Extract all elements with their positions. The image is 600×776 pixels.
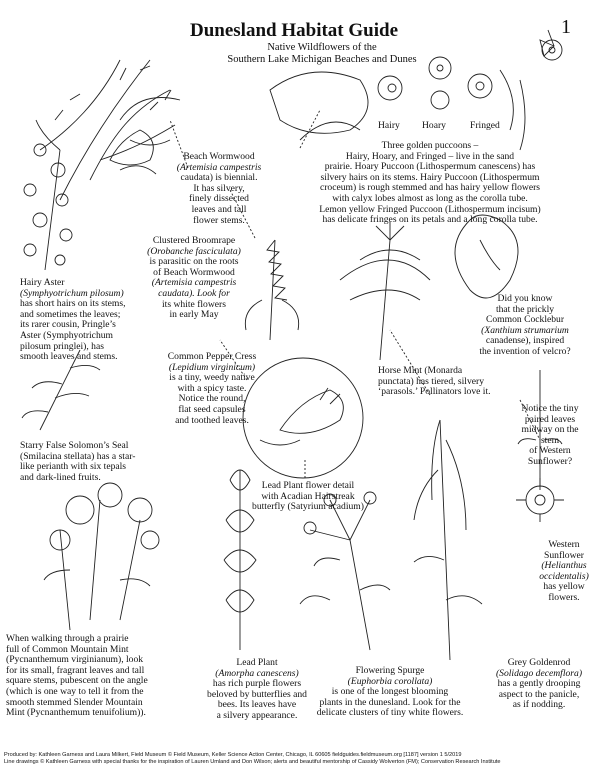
broomrape-drawing xyxy=(110,130,156,174)
subtitle-line: Native Wildflowers of the xyxy=(267,42,377,53)
text-line: with Acadian Hairstreak xyxy=(261,490,355,502)
text-line: is one of the longest blooming xyxy=(331,686,449,698)
lead-plant-detail-text xyxy=(248,481,368,513)
text-line: canadense), inspired xyxy=(485,335,565,347)
text-line: aspect to the panicle, xyxy=(498,688,580,700)
text-line: flowers. xyxy=(548,591,580,603)
text-line: its white flowers xyxy=(162,298,226,310)
text-line: (Helianthus xyxy=(541,560,587,572)
text-line: with a spicy taste. xyxy=(177,382,247,394)
text-line: caudata) is biennial. xyxy=(180,172,258,184)
text-line: Horse Mint (Monarda xyxy=(378,365,463,376)
text-line: occidentalis) xyxy=(539,570,589,582)
text-line: ‘parasols.’ Pollinators love it. xyxy=(378,386,491,398)
text-line: punctata) has tiered, silvery xyxy=(378,375,485,387)
cocklebur-drawing xyxy=(455,215,518,298)
text-line: Common Pepper Cress xyxy=(167,351,257,362)
text-line: Starry False Solomon’s Seal xyxy=(20,440,129,451)
text-line: Notice the tiny xyxy=(521,403,579,414)
text-line: flower stems. xyxy=(193,214,245,226)
mountain-mint-text xyxy=(6,634,206,719)
text-line: bees. Its leaves have xyxy=(217,699,297,711)
horse-mint-drawing xyxy=(340,222,430,360)
text-line: Notice the round, xyxy=(178,393,246,405)
text-line: Beach Wormwood xyxy=(183,151,255,162)
text-line: with calyx lobes almost as long as the corolla tube. xyxy=(332,192,528,204)
text-line: It has silvery, xyxy=(193,182,245,194)
text-line: silvery hairs on its stems. Hairy Puccoon (Lithospermum xyxy=(320,171,540,183)
label-hairy: Hairy xyxy=(378,120,400,131)
beach-wormwood-text xyxy=(160,152,278,226)
text-line: Hairy, Hoary, and Fringed – live in the sand xyxy=(345,150,515,162)
credits-line: Line drawings © Kathleen Garness with special thanks for the inspiration of Lauren Umland and Don Wilson; alerts and beautiful mentorship of Cassidy Wolverton (FM); Conservation Research Institute xyxy=(4,759,501,766)
text-line: has rich purple flowers xyxy=(212,678,302,690)
text-line: its rarer cousin, Pringle’s xyxy=(20,319,116,331)
text-line: (Smilacina stellata) has a star- xyxy=(20,450,136,462)
hairy-aster-text xyxy=(20,278,160,363)
flowering-spurge-drawing xyxy=(300,492,390,650)
beach-wormwood-drawing xyxy=(40,60,180,200)
text-line: paired leaves xyxy=(524,413,576,425)
text-line: that the prickly xyxy=(495,303,555,315)
text-line: for its small, fragrant leaves and tall xyxy=(6,664,145,676)
page-subtitle xyxy=(222,42,422,66)
horse-mint-text xyxy=(378,366,528,398)
text-line: stem xyxy=(540,434,560,446)
page-title: Dunesland Habitat Guide xyxy=(190,20,398,41)
text-line: Three golden puccoons – xyxy=(381,140,479,151)
text-line: Flowering Spurge xyxy=(355,665,425,676)
text-line: plants in the dunesland. Look for the xyxy=(319,696,461,708)
credits-line: Produced by: Kathleen Garness and Laura Milkert, Field Museum © Field Museum, Keller Science Action Center, Chicago, IL 60605 fieldguides.fieldmuseum.org [1187] version 1 5/2019 xyxy=(4,752,462,758)
solomons-seal-text xyxy=(20,441,180,483)
text-line: leaves and tall xyxy=(191,203,247,215)
text-line: has delicate fringes on its petals and a long corolla tube. xyxy=(322,214,538,226)
text-line: has short hairs on its stems, xyxy=(20,298,126,310)
text-line: smooth leaves and stems. xyxy=(20,351,118,363)
credits-footer xyxy=(4,752,596,767)
text-line: prairie. Hoary Puccoon (Lithospermum canescens) has xyxy=(324,161,536,173)
goldenrod-text xyxy=(484,658,594,711)
text-line: pilosum pringlei), has xyxy=(20,340,104,352)
text-line: is a tiny, weedy native xyxy=(169,372,255,384)
pepper-cress-text xyxy=(148,352,276,426)
text-line: flat seed capsules xyxy=(178,403,246,415)
text-line: croceum) is rough stemmed and has hairy yellow flowers xyxy=(319,182,541,194)
text-line: (Artemisia campestris xyxy=(176,161,262,173)
label-hoary: Hoary xyxy=(422,120,446,131)
text-line: (Artemisia campestris xyxy=(151,277,237,289)
page-number: 1 xyxy=(561,16,571,38)
text-line: like perianth with six tepals xyxy=(20,461,127,473)
text-line: (Euphorbia corollata) xyxy=(347,675,433,687)
text-line: (Symphyotrichum pilosum) xyxy=(20,287,124,299)
text-line: (Amorpha canescens) xyxy=(215,667,299,679)
text-line: square stems, pubescent on the angle xyxy=(6,675,148,687)
text-line: Hairy Aster xyxy=(20,277,65,288)
text-line: the invention of velcro? xyxy=(479,345,571,357)
text-line: Mint (Pycnanthemum tenuifolium)). xyxy=(6,707,146,719)
label-fringed: Fringed xyxy=(470,120,500,131)
text-line: finely dissected xyxy=(189,193,249,205)
text-line: midway on the xyxy=(521,424,579,436)
text-line: (Orobanche fasciculata) xyxy=(147,245,241,257)
subtitle-line: Southern Lake Michigan Beaches and Dunes xyxy=(227,54,417,65)
western-sunflower-text xyxy=(530,540,598,604)
text-line: has yellow xyxy=(543,581,585,593)
text-line: (Solidago decemflora) xyxy=(495,667,583,679)
mountain-mint-drawing xyxy=(44,483,159,630)
text-line: of Beach Wormwood xyxy=(153,266,235,278)
text-line: has a gently drooping xyxy=(497,678,581,690)
text-line: butterfly (Satyrium acadium) xyxy=(252,501,364,513)
text-line: Aster (Symphyotrichum xyxy=(20,329,113,341)
text-line: Common Cocklebur xyxy=(485,314,565,326)
text-line: a silvery appearance. xyxy=(216,709,298,721)
text-line: of Western xyxy=(529,445,571,457)
text-line: Clustered Broomrape xyxy=(152,235,236,246)
text-line: beloved by butterflies and xyxy=(207,688,307,700)
text-line: and toothed leaves. xyxy=(175,414,249,426)
flowering-spurge-text xyxy=(296,666,484,719)
text-line: in early May xyxy=(169,309,219,321)
goldenrod-drawing xyxy=(414,420,482,660)
text-line: (Xanthium strumarium xyxy=(481,324,569,336)
text-line: (Lepidium virginicum) xyxy=(168,361,256,373)
text-line: Lemon yellow Fringed Puccoon (Lithospermum incisum) xyxy=(319,203,541,215)
text-line: is parasitic on the roots xyxy=(149,256,239,268)
text-line: Western xyxy=(548,539,580,550)
hairy-aster-drawing xyxy=(24,120,72,270)
text-line: Sunflower? xyxy=(527,455,573,467)
text-line: (which is one way to tell it from the xyxy=(6,685,144,697)
puccoons-text xyxy=(290,141,570,226)
text-line: and sometimes the leaves; xyxy=(20,308,121,320)
text-line: smooth stemmed Slender Mountain xyxy=(6,696,143,708)
text-line: full of Common Mountain Mint xyxy=(6,643,129,655)
text-line: delicate clusters of tiny white flowers. xyxy=(316,707,464,719)
sunflower-note-text xyxy=(505,404,595,468)
text-line: (Pycnanthemum virginianum), look xyxy=(6,654,144,666)
text-line: and dark-lined fruits. xyxy=(20,471,101,483)
text-line: Sunflower xyxy=(544,549,584,561)
cocklebur-text xyxy=(460,294,590,358)
text-line: caudata). Look for xyxy=(158,287,230,299)
text-line: Grey Goldenrod xyxy=(507,657,571,668)
text-line: When walking through a prairie xyxy=(6,633,129,644)
text-line: Lead Plant flower detail xyxy=(261,480,355,491)
text-line: as if nodding. xyxy=(512,699,566,711)
text-line: Lead Plant xyxy=(236,657,278,668)
text-line: Did you know xyxy=(497,293,553,304)
